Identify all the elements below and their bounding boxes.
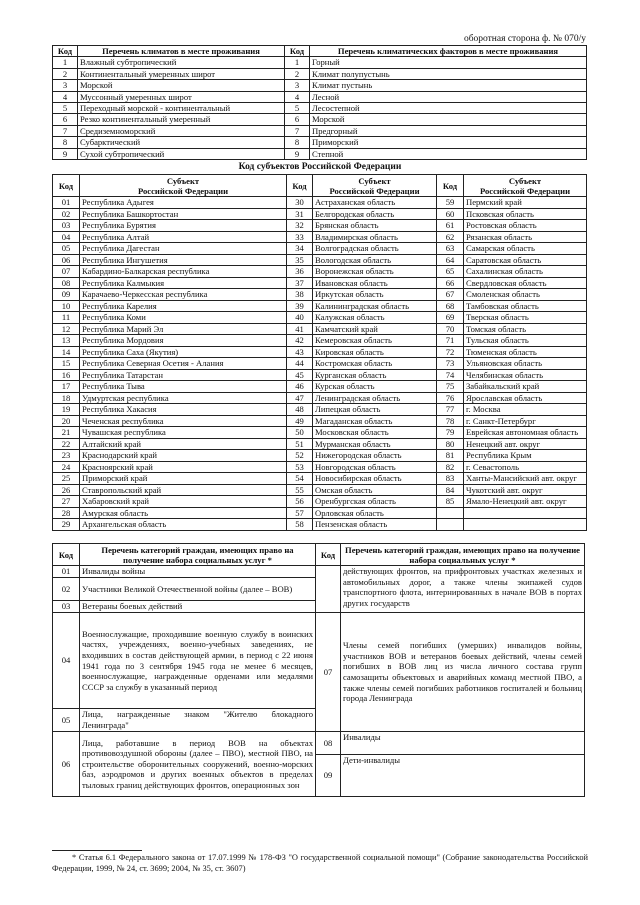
subject-name: Республика Карелия — [80, 300, 287, 312]
subject-row — [53, 519, 587, 531]
subject-code: 27 — [53, 496, 80, 508]
subject-code: 82 — [437, 461, 464, 473]
subject-code: 19 — [53, 404, 80, 416]
subject-name: Республика Адыгея — [80, 197, 287, 209]
climate-row — [53, 114, 587, 125]
subject-row — [53, 266, 587, 278]
subject-code: 84 — [437, 484, 464, 496]
subject-name: Еврейская автономная область — [464, 427, 587, 439]
subject-code: 01 — [53, 197, 80, 209]
subject-name: Чукотский авт. округ — [464, 484, 587, 496]
subject-name: Тамбовская область — [464, 300, 587, 312]
subject-code: 58 — [287, 519, 313, 531]
factor-name: Климат полупустынь — [310, 68, 587, 79]
subject-code: 24 — [53, 461, 80, 473]
subjects-header-name: Субъект Российской Федерации — [80, 175, 287, 197]
subject-name: Архангельская область — [80, 519, 287, 531]
factor-name: Предгорный — [310, 125, 587, 136]
subject-name: Ставропольский край — [80, 484, 287, 496]
subject-code: 73 — [437, 358, 464, 370]
climate-row — [53, 57, 587, 68]
subject-name: Воронежская область — [313, 266, 437, 278]
subject-row — [53, 220, 587, 232]
subjects-header-row — [53, 175, 587, 197]
factor-code: 7 — [285, 125, 310, 136]
subject-name: Республика Ингушетия — [80, 254, 287, 266]
category-text-continued: действующих фронтов, на прифронтовых участках железных и автомобильных дорог, а также члены экипажей судов транспортного флота, интернированных в начале ВОВ в портах других государств — [341, 566, 585, 613]
subject-code: 65 — [437, 266, 464, 278]
category-code: 09 — [316, 755, 341, 797]
subject-row — [53, 208, 587, 220]
subject-code: 49 — [287, 415, 313, 427]
subject-code: 03 — [53, 220, 80, 232]
subject-name: г. Севастополь — [464, 461, 587, 473]
subject-row — [53, 358, 587, 370]
subject-name: Липецкая область — [313, 404, 437, 416]
subject-code: 43 — [287, 346, 313, 358]
factor-name: Лесной — [310, 91, 587, 102]
subject-name: Республика Крым — [464, 450, 587, 462]
subject-code: 61 — [437, 220, 464, 232]
subject-name: Калининградская область — [313, 300, 437, 312]
subject-name: Рязанская область — [464, 231, 587, 243]
subject-code: 57 — [287, 507, 313, 519]
climate-header-row — [53, 46, 587, 57]
climate-row — [53, 137, 587, 148]
subject-row — [53, 243, 587, 255]
subject-name: Оренбургская область — [313, 496, 437, 508]
subject-name: г. Москва — [464, 404, 587, 416]
climate-name: Муссонный умеренных широт — [78, 91, 285, 102]
subject-name: Тульская область — [464, 335, 587, 347]
subject-code: 09 — [53, 289, 80, 301]
climate-row — [53, 125, 587, 136]
subject-code: 38 — [287, 289, 313, 301]
climate-code: 2 — [53, 68, 78, 79]
climate-header-climates: Перечень климатов в месте проживания — [78, 46, 285, 57]
subject-code: 75 — [437, 381, 464, 393]
subject-code: 41 — [287, 323, 313, 335]
subject-code: 34 — [287, 243, 313, 255]
subject-name: Удмуртская республика — [80, 392, 287, 404]
factor-code: 9 — [285, 148, 310, 159]
climate-name: Влажный субтропический — [78, 57, 285, 68]
subject-row — [53, 507, 587, 519]
subject-name: Псковская область — [464, 208, 587, 220]
category-text: Лица, награжденные знаком "Жителю блокадного Ленинграда" — [80, 709, 316, 732]
subject-code: 18 — [53, 392, 80, 404]
subject-code: 77 — [437, 404, 464, 416]
subject-name: Тверская область — [464, 312, 587, 324]
subject-row — [53, 312, 587, 324]
factor-name: Приморский — [310, 137, 587, 148]
subject-row — [53, 197, 587, 209]
subject-name: Республика Северная Осетия - Алания — [80, 358, 287, 370]
subject-code: 26 — [53, 484, 80, 496]
category-text: Члены семей погибших (умерших) инвалидов войны, участников ВОВ и ветеранов боевых действий, члены семей погибших в ВОВ лиц из числа личного состава групп самозащиты объектовых и аварийных команд местной ПВО, а также члены семей погибших работников госпиталей и больниц города Ленинграда — [341, 613, 585, 732]
subject-code: 22 — [53, 438, 80, 450]
subject-name: Ханты-Мансийский авт. округ — [464, 473, 587, 485]
subject-code: 15 — [53, 358, 80, 370]
categories-header-code: Код — [53, 544, 80, 566]
subject-row — [53, 438, 587, 450]
category-code: 06 — [53, 732, 80, 797]
subject-name: Московская область — [313, 427, 437, 439]
climate-name: Субарктический — [78, 137, 285, 148]
subject-name: Сахалинская область — [464, 266, 587, 278]
category-code: 07 — [316, 613, 341, 732]
subjects-header-code: Код — [437, 175, 464, 197]
subject-name: Пермский край — [464, 197, 587, 209]
category-text: Лица, работавшие в период ВОВ на объектах противовоздушной обороны (далее – ПВО), местной ПВО, на строительстве оборонительных сооружений, военно-морских баз, аэродромов и других военных объектов в пределах тыловых границ действующих фронтов, операционных зон — [80, 732, 316, 797]
subject-code: 02 — [53, 208, 80, 220]
subject-name: Астраханская область — [313, 197, 437, 209]
subject-name: Ростовская область — [464, 220, 587, 232]
climate-code: 5 — [53, 102, 78, 113]
subject-name: Республика Алтай — [80, 231, 287, 243]
subject-name: Хабаровский край — [80, 496, 287, 508]
subject-name: Самарская область — [464, 243, 587, 255]
subject-code: 28 — [53, 507, 80, 519]
subject-code: 23 — [53, 450, 80, 462]
subject-code: 08 — [53, 277, 80, 289]
climate-code: 9 — [53, 148, 78, 159]
subject-row — [53, 300, 587, 312]
subject-name: Магаданская область — [313, 415, 437, 427]
factor-code: 6 — [285, 114, 310, 125]
subject-code: 56 — [287, 496, 313, 508]
subject-name: Курская область — [313, 381, 437, 393]
climate-code: 1 — [53, 57, 78, 68]
subject-name: Ивановская область — [313, 277, 437, 289]
subject-code: 55 — [287, 484, 313, 496]
category-text: Участники Великой Отечественной войны (далее – ВОВ) — [80, 578, 316, 601]
subject-code: 30 — [287, 197, 313, 209]
subject-code: 44 — [287, 358, 313, 370]
subject-name: Орловская область — [313, 507, 437, 519]
factor-code: 4 — [285, 91, 310, 102]
subject-code: 72 — [437, 346, 464, 358]
subject-code: 70 — [437, 323, 464, 335]
climate-name: Средиземноморский — [78, 125, 285, 136]
subject-code: 42 — [287, 335, 313, 347]
subject-code: 40 — [287, 312, 313, 324]
subject-code: 31 — [287, 208, 313, 220]
subject-name — [464, 507, 587, 519]
subjects-title: Код субъектов Российской Федерации — [238, 162, 402, 172]
category-text: Инвалиды — [341, 732, 585, 755]
factor-name: Горный — [310, 57, 587, 68]
subject-code: 74 — [437, 369, 464, 381]
subject-code: 06 — [53, 254, 80, 266]
subject-code: 25 — [53, 473, 80, 485]
categories-header-title: Перечень категорий граждан, имеющих право на получение набора социальных услуг * — [341, 544, 585, 566]
subject-name: Кабардино-Балкарская республика — [80, 266, 287, 278]
category-text: Дети-инвалиды — [341, 755, 585, 797]
subject-name: Кемеровская область — [313, 335, 437, 347]
subject-row — [53, 461, 587, 473]
subject-name: Ярославская область — [464, 392, 587, 404]
subject-code: 12 — [53, 323, 80, 335]
subject-row — [53, 254, 587, 266]
subject-row — [53, 323, 587, 335]
climate-code: 6 — [53, 114, 78, 125]
climate-header-code: Код — [53, 46, 78, 57]
subject-row — [53, 289, 587, 301]
subject-code: 29 — [53, 519, 80, 531]
subject-code: 35 — [287, 254, 313, 266]
climate-row — [53, 148, 587, 159]
categories-table — [52, 543, 585, 797]
category-text: Военнослужащие, проходившие военную службу в воинских частях, учреждениях, военно-учебных заведениях, не входивших в состав действующей армии, в период с 22 июня 1941 года по 3 сентября 1945 года не менее 6 месяцев, военнослужащие, награжденные орденами или медалями СССР за службу в указанный период — [80, 613, 316, 709]
subject-row — [53, 427, 587, 439]
subject-code: 52 — [287, 450, 313, 462]
subject-name: Забайкальский край — [464, 381, 587, 393]
climate-name: Переходный морской - континентальный — [78, 102, 285, 113]
climate-name: Континентальный умеренных широт — [78, 68, 285, 79]
subject-row — [53, 381, 587, 393]
subject-code: 60 — [437, 208, 464, 220]
category-row — [53, 732, 585, 755]
subject-name: Республика Башкортостан — [80, 208, 287, 220]
subject-name: Алтайский край — [80, 438, 287, 450]
factor-name: Лесостепной — [310, 102, 587, 113]
subject-name: Калужская область — [313, 312, 437, 324]
subject-row — [53, 450, 587, 462]
category-code-empty — [316, 566, 341, 613]
category-code: 03 — [53, 601, 80, 613]
subject-code: 48 — [287, 404, 313, 416]
climate-row — [53, 91, 587, 102]
category-code: 04 — [53, 613, 80, 709]
subjects-header-name: Субъект Российской Федерации — [464, 175, 587, 197]
subject-name: Вологодская область — [313, 254, 437, 266]
subject-name — [464, 519, 587, 531]
subject-code: 67 — [437, 289, 464, 301]
subject-code: 81 — [437, 450, 464, 462]
subject-name: Владимирская область — [313, 231, 437, 243]
climate-code: 3 — [53, 80, 78, 91]
subject-code: 14 — [53, 346, 80, 358]
subject-name: Томская область — [464, 323, 587, 335]
factor-code: 3 — [285, 80, 310, 91]
subject-code: 21 — [53, 427, 80, 439]
subject-code — [437, 507, 464, 519]
subject-name: Пензенская область — [313, 519, 437, 531]
climate-code: 7 — [53, 125, 78, 136]
subject-code: 59 — [437, 197, 464, 209]
factor-name: Степной — [310, 148, 587, 159]
subject-code: 79 — [437, 427, 464, 439]
subject-name: Иркутская область — [313, 289, 437, 301]
subject-name: Ульяновская область — [464, 358, 587, 370]
subject-name: Челябинская область — [464, 369, 587, 381]
category-row — [53, 566, 585, 578]
subject-name: Приморский край — [80, 473, 287, 485]
climate-code: 8 — [53, 137, 78, 148]
subject-code: 76 — [437, 392, 464, 404]
subject-row — [53, 392, 587, 404]
subject-code: 62 — [437, 231, 464, 243]
subject-code: 32 — [287, 220, 313, 232]
subject-name: Ленинградская область — [313, 392, 437, 404]
subject-name: Костромская область — [313, 358, 437, 370]
subject-code: 39 — [287, 300, 313, 312]
subject-name: Чувашская республика — [80, 427, 287, 439]
subject-code: 63 — [437, 243, 464, 255]
subject-name: Белгородская область — [313, 208, 437, 220]
subject-code: 51 — [287, 438, 313, 450]
factor-code: 1 — [285, 57, 310, 68]
subject-name: Брянская область — [313, 220, 437, 232]
subject-row — [53, 484, 587, 496]
subject-code: 53 — [287, 461, 313, 473]
subject-name: Чеченская республика — [80, 415, 287, 427]
factor-code: 8 — [285, 137, 310, 148]
subject-name: Республика Татарстан — [80, 369, 287, 381]
subject-code: 66 — [437, 277, 464, 289]
subject-code: 50 — [287, 427, 313, 439]
subject-name: Амурская область — [80, 507, 287, 519]
subject-name: Республика Марий Эл — [80, 323, 287, 335]
subject-code: 13 — [53, 335, 80, 347]
category-text: Ветераны боевых действий — [80, 601, 316, 613]
climate-row — [53, 102, 587, 113]
subject-code: 04 — [53, 231, 80, 243]
subject-row — [53, 496, 587, 508]
subject-name: Республика Калмыкия — [80, 277, 287, 289]
subject-code: 47 — [287, 392, 313, 404]
subjects-table — [52, 174, 587, 531]
subject-name: Ненецкий авт. округ — [464, 438, 587, 450]
subject-name: Тюменская область — [464, 346, 587, 358]
form-label: оборотная сторона ф. № 070/у — [463, 34, 586, 44]
subject-code: 85 — [437, 496, 464, 508]
climate-code: 4 — [53, 91, 78, 102]
subject-name: Кировская область — [313, 346, 437, 358]
subject-code: 64 — [437, 254, 464, 266]
categories-header-code: Код — [316, 544, 341, 566]
subjects-header-code: Код — [53, 175, 80, 197]
subject-code: 78 — [437, 415, 464, 427]
subject-name: Свердловская область — [464, 277, 587, 289]
category-code: 02 — [53, 578, 80, 601]
subject-name: Курганская область — [313, 369, 437, 381]
subject-name: Республика Коми — [80, 312, 287, 324]
subject-code: 37 — [287, 277, 313, 289]
subject-row — [53, 277, 587, 289]
subject-code: 46 — [287, 381, 313, 393]
climate-name: Сухой субтропический — [78, 148, 285, 159]
subject-code — [437, 519, 464, 531]
subject-name: Омская область — [313, 484, 437, 496]
subject-code: 69 — [437, 312, 464, 324]
subject-row — [53, 415, 587, 427]
subject-name: Нижегородская область — [313, 450, 437, 462]
subject-code: 36 — [287, 266, 313, 278]
subject-name: Республика Саха (Якутия) — [80, 346, 287, 358]
factor-name: Морской — [310, 114, 587, 125]
subject-code: 17 — [53, 381, 80, 393]
subject-name: Новгородская область — [313, 461, 437, 473]
subject-name: Камчатский край — [313, 323, 437, 335]
subject-code: 71 — [437, 335, 464, 347]
subject-name: Саратовская область — [464, 254, 587, 266]
subject-code: 10 — [53, 300, 80, 312]
climate-row — [53, 68, 587, 79]
category-code: 01 — [53, 566, 80, 578]
subject-row — [53, 369, 587, 381]
subject-name: Республика Бурятия — [80, 220, 287, 232]
categories-header-title: Перечень категорий граждан, имеющих право на получение набора социальных услуг * — [80, 544, 316, 566]
category-code: 05 — [53, 709, 80, 732]
subject-name: Республика Хакасия — [80, 404, 287, 416]
subject-code: 54 — [287, 473, 313, 485]
subject-code: 45 — [287, 369, 313, 381]
subject-name: Мурманская область — [313, 438, 437, 450]
subject-name: Новосибирская область — [313, 473, 437, 485]
subject-name: Смоленская область — [464, 289, 587, 301]
subject-name: Республика Тыва — [80, 381, 287, 393]
footnote-rule — [52, 850, 142, 851]
subject-code: 07 — [53, 266, 80, 278]
factor-name: Климат пустынь — [310, 80, 587, 91]
subject-row — [53, 473, 587, 485]
subject-name: Карачаево-Черкесская республика — [80, 289, 287, 301]
category-text: Инвалиды войны — [80, 566, 316, 578]
subject-code: 20 — [53, 415, 80, 427]
climate-header-code: Код — [285, 46, 310, 57]
subject-name: г. Санкт-Петербург — [464, 415, 587, 427]
subject-row — [53, 231, 587, 243]
subject-row — [53, 346, 587, 358]
categories-header-row — [53, 544, 585, 566]
subject-code: 05 — [53, 243, 80, 255]
footnote: * Статья 6.1 Федерального закона от 17.07.1999 № 178-ФЗ "О государственной социальной помощи" (Собрание законодательства Российской Федерации, 1999, № 24, ст. 3699; 2004, № 35, ст. 3607) — [52, 853, 588, 873]
factor-code: 2 — [285, 68, 310, 79]
subject-name: Красноярский край — [80, 461, 287, 473]
subject-name: Ямало-Ненецкий авт. округ — [464, 496, 587, 508]
climate-header-factors: Перечень климатических факторов в месте проживания — [310, 46, 587, 57]
climate-name: Резко континентальный умеренный — [78, 114, 285, 125]
subject-name: Волгоградская область — [313, 243, 437, 255]
subject-code: 80 — [437, 438, 464, 450]
climate-name: Морской — [78, 80, 285, 91]
subject-code: 11 — [53, 312, 80, 324]
factor-code: 5 — [285, 102, 310, 113]
subject-code: 33 — [287, 231, 313, 243]
subject-row — [53, 404, 587, 416]
subject-code: 83 — [437, 473, 464, 485]
subject-code: 68 — [437, 300, 464, 312]
subjects-header-code: Код — [287, 175, 313, 197]
subject-row — [53, 335, 587, 347]
subject-name: Краснодарский край — [80, 450, 287, 462]
subject-name: Республика Мордовия — [80, 335, 287, 347]
subject-name: Республика Дагестан — [80, 243, 287, 255]
category-code: 08 — [316, 732, 341, 755]
subject-code: 16 — [53, 369, 80, 381]
subjects-header-name: Субъект Российской Федерации — [313, 175, 437, 197]
climate-row — [53, 80, 587, 91]
climate-table — [52, 45, 587, 160]
